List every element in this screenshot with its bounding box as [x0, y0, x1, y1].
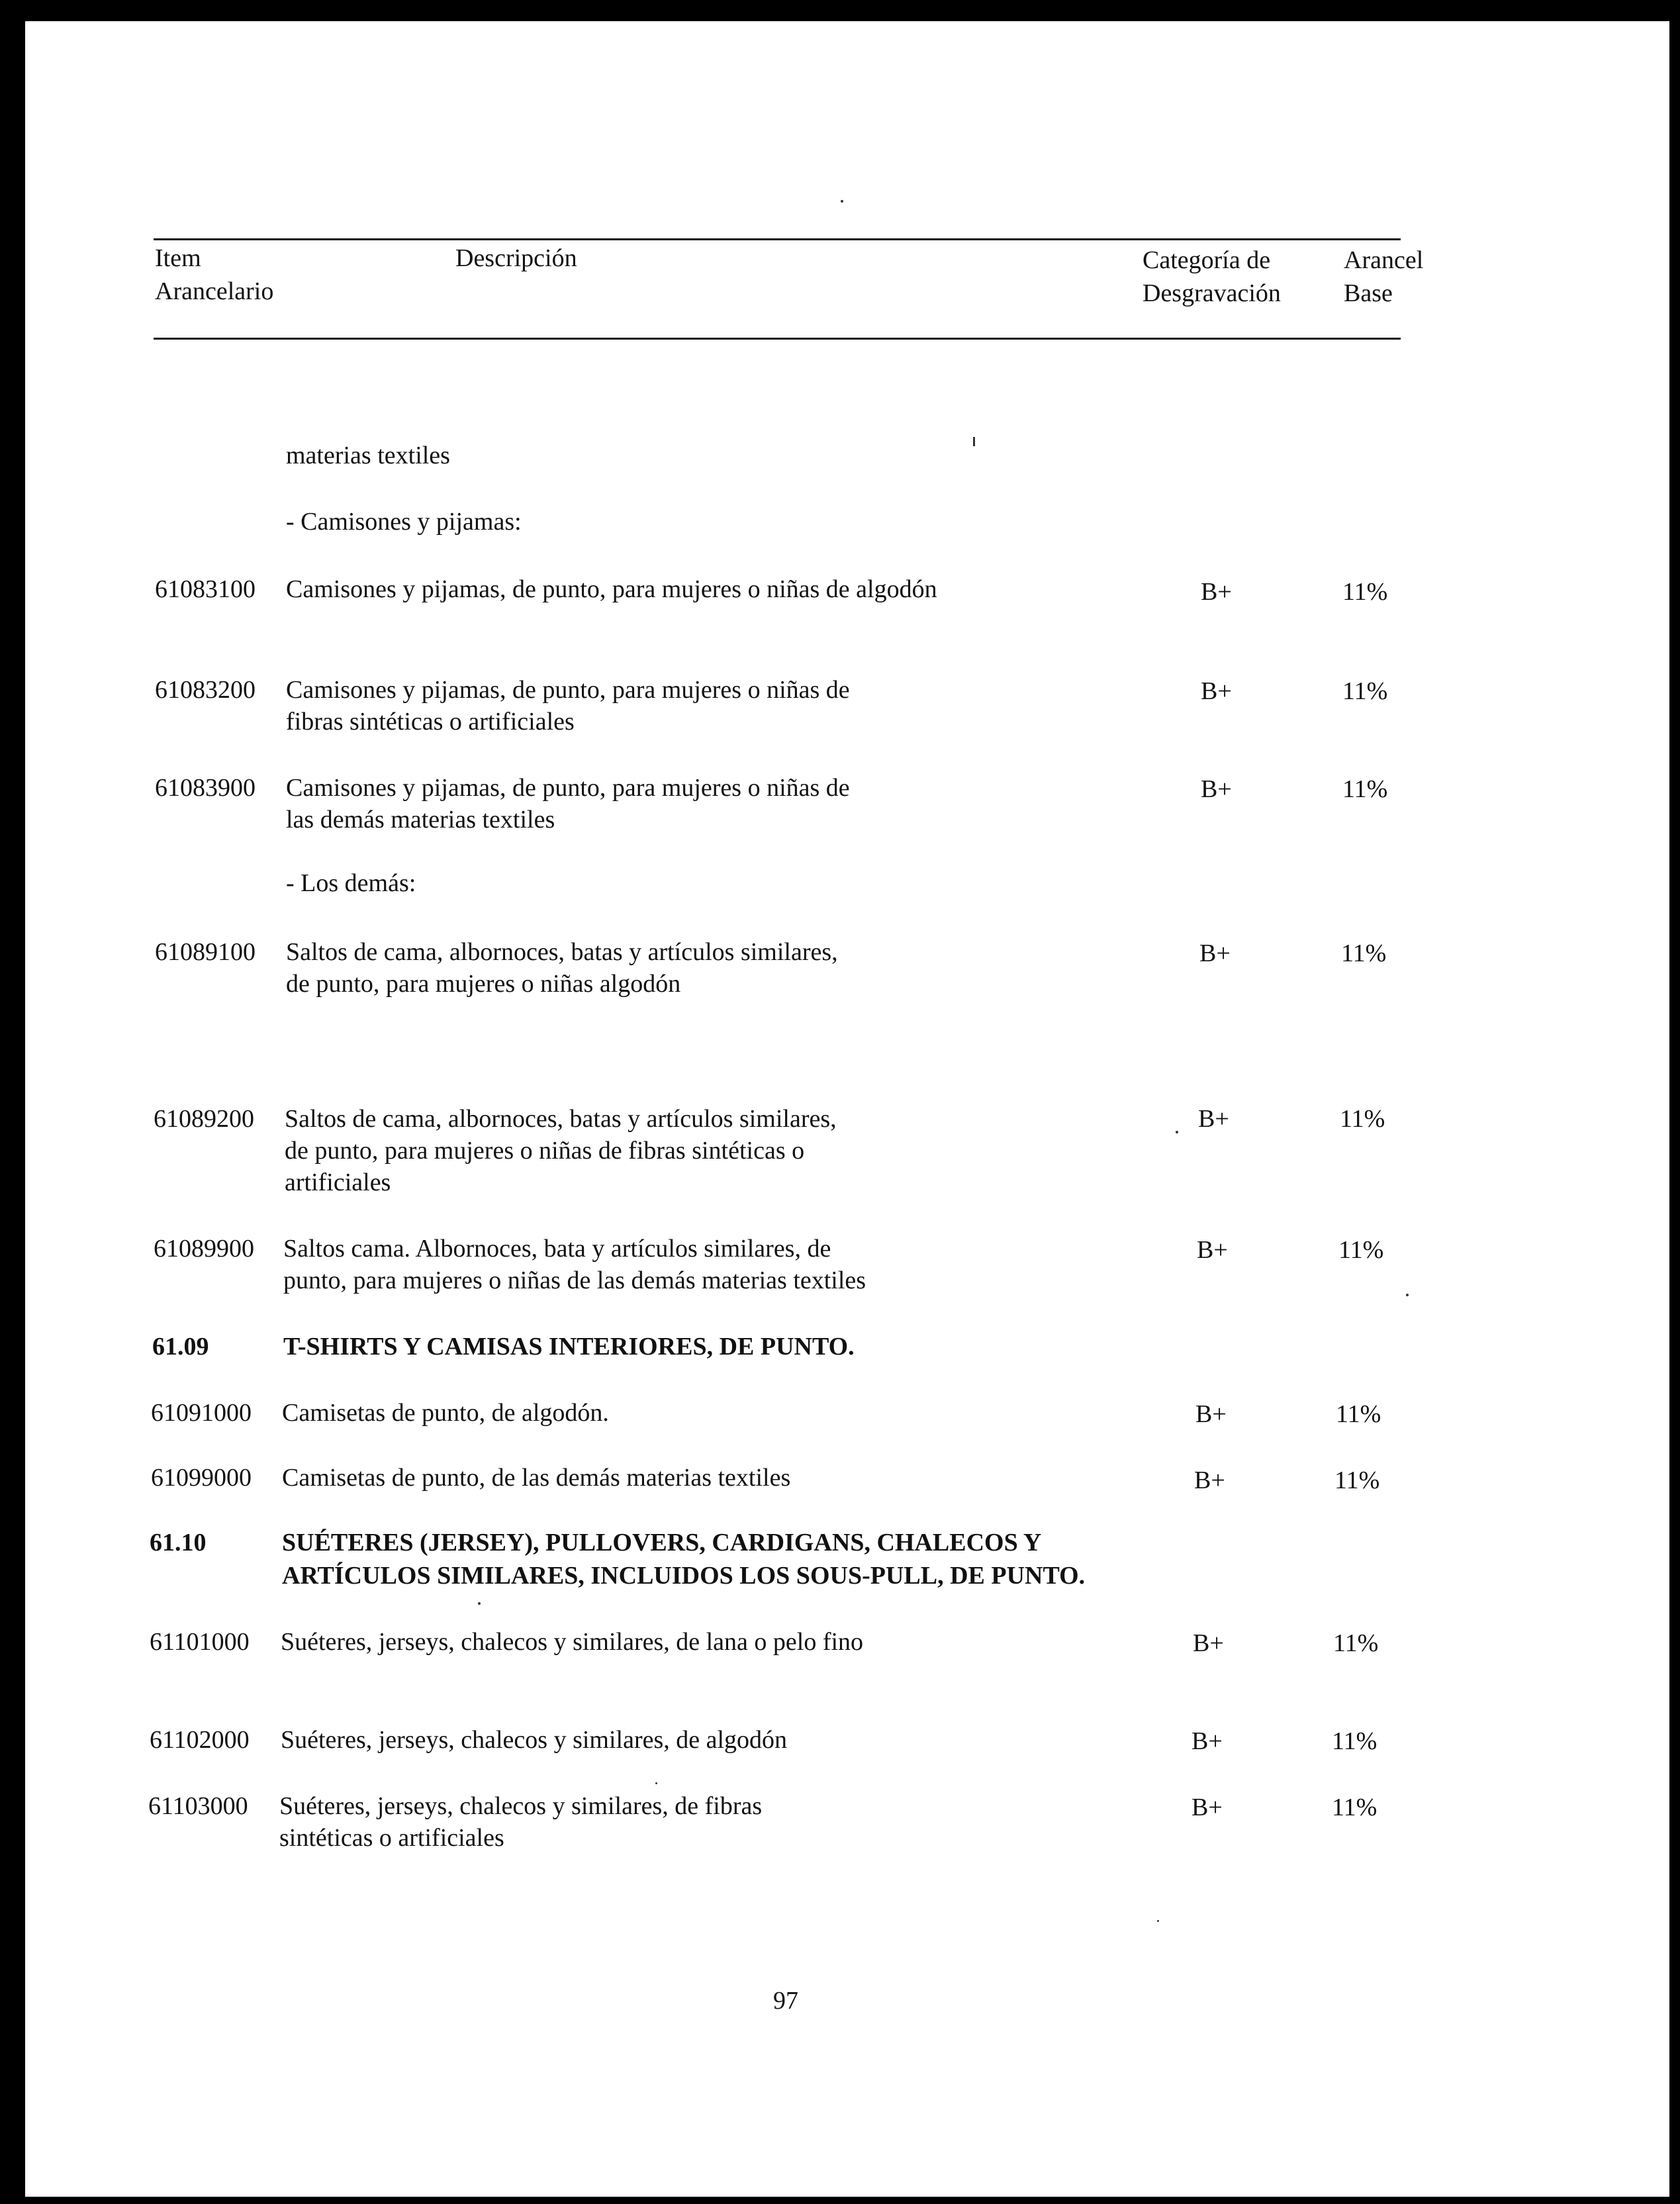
page-number: 97	[773, 1987, 798, 2015]
row-category: B+	[1201, 775, 1232, 803]
row-desc: Saltos de cama, albornoces, batas y artículos similares,	[285, 1105, 837, 1133]
row-code: 61089200	[154, 1105, 254, 1133]
header-category-line1: Categoría de	[1143, 246, 1271, 274]
row-desc: Suéteres, jerseys, chalecos y similares, de lana o pelo fino	[281, 1628, 864, 1656]
row-code: 61083900	[155, 774, 256, 802]
row-category: B+	[1201, 578, 1232, 606]
heading-desc: SUÉTERES (JERSEY), PULLOVERS, CARDIGANS, CHALECOS Y	[282, 1529, 1042, 1557]
header-item-line2: Arancelario	[155, 277, 274, 305]
row-desc: Camisetas de punto, de algodón.	[282, 1399, 609, 1427]
row-desc: Suéteres, jerseys, chalecos y similares, de fibras	[279, 1792, 763, 1820]
scan-speck	[1176, 1131, 1178, 1133]
row-base: 11%	[1332, 1727, 1377, 1755]
row-category: B+	[1197, 1236, 1228, 1264]
row-category: B+	[1195, 1400, 1227, 1428]
row-base: 11%	[1332, 1794, 1377, 1821]
header-bottom-rule	[154, 338, 1401, 340]
row-base: 11%	[1340, 1105, 1385, 1133]
row-code: 61091000	[151, 1399, 252, 1427]
scan-speck	[1157, 1920, 1159, 1922]
document-page	[15, 21, 1669, 2197]
scan-border-top	[0, 0, 1680, 21]
scan-speck	[655, 1782, 657, 1784]
heading-code: 61.09	[152, 1333, 209, 1361]
row-category: B+	[1201, 677, 1232, 705]
header-description: Descripción	[455, 244, 577, 272]
row-code: 61102000	[150, 1726, 250, 1754]
row-desc: Camisones y pijamas, de punto, para mujeres o niñas de	[286, 774, 850, 802]
row-desc: Saltos de cama, albornoces, batas y artículos similares,	[286, 938, 838, 966]
row-base: 11%	[1342, 578, 1388, 606]
row-code: 61103000	[148, 1792, 248, 1820]
header-item-line1: Item	[155, 244, 201, 272]
row-desc: de punto, para mujeres o niñas algodón	[286, 970, 681, 998]
row-base: 11%	[1341, 939, 1387, 967]
row-desc: Saltos cama. Albornoces, bata y artículos similares, de	[283, 1235, 831, 1263]
row-base: 11%	[1334, 1466, 1380, 1494]
row-code: 61083100	[155, 575, 256, 603]
header-top-rule	[154, 238, 1401, 240]
row-category: B+	[1194, 1466, 1225, 1494]
heading-code: 61.10	[150, 1529, 207, 1557]
row-desc: Suéteres, jerseys, chalecos y similares, de algodón	[281, 1726, 788, 1754]
scan-speck	[1406, 1294, 1409, 1296]
row-category: B+	[1193, 1629, 1224, 1657]
row-category: B+	[1198, 1105, 1229, 1133]
row-desc: punto, para mujeres o niñas de las demás materias textiles	[283, 1267, 866, 1294]
row-desc: sintéticas o artificiales	[279, 1824, 504, 1852]
heading-desc: T-SHIRTS Y CAMISAS INTERIORES, DE PUNTO.	[283, 1333, 855, 1361]
row-desc: Camisones y pijamas, de punto, para mujeres o niñas de algodón	[286, 575, 937, 603]
row-code: 61083200	[155, 676, 256, 704]
row-category: B+	[1191, 1727, 1223, 1755]
row-code: 61089100	[155, 938, 256, 966]
row-code: 61101000	[150, 1628, 250, 1656]
row-desc: fibras sintéticas o artificiales	[286, 708, 575, 736]
row-desc: las demás materias textiles	[286, 806, 555, 834]
row-base: 11%	[1333, 1629, 1379, 1657]
row-category: B+	[1191, 1794, 1223, 1821]
scan-speck	[841, 200, 843, 203]
scan-border-left	[0, 0, 25, 2204]
row-base: 11%	[1342, 677, 1388, 705]
row-base: 11%	[1342, 775, 1388, 803]
row-desc: Camisones y pijamas, de punto, para mujeres o niñas de	[286, 676, 850, 704]
row-desc: artificiales	[285, 1169, 391, 1196]
row-code: 61099000	[151, 1464, 252, 1492]
row-desc: Camisetas de punto, de las demás materias textiles	[282, 1464, 791, 1492]
row-code: 61089900	[154, 1235, 254, 1263]
section-subheading: - Camisones y pijamas:	[286, 508, 522, 536]
scan-speck	[478, 1602, 481, 1605]
row-desc: materias textiles	[286, 442, 450, 469]
row-base: 11%	[1336, 1400, 1381, 1428]
row-desc: de punto, para mujeres o niñas de fibras sintéticas o	[285, 1137, 805, 1165]
scan-speck	[973, 437, 975, 446]
row-category: B+	[1199, 939, 1231, 967]
header-base-line1: Arancel	[1344, 246, 1424, 274]
header-category-line2: Desgravación	[1143, 279, 1281, 307]
header-base-line2: Base	[1344, 279, 1393, 307]
section-subheading: - Los demás:	[286, 869, 416, 897]
heading-desc: ARTÍCULOS SIMILARES, INCLUIDOS LOS SOUS-PULL, DE PUNTO.	[282, 1562, 1086, 1590]
row-base: 11%	[1338, 1236, 1384, 1264]
